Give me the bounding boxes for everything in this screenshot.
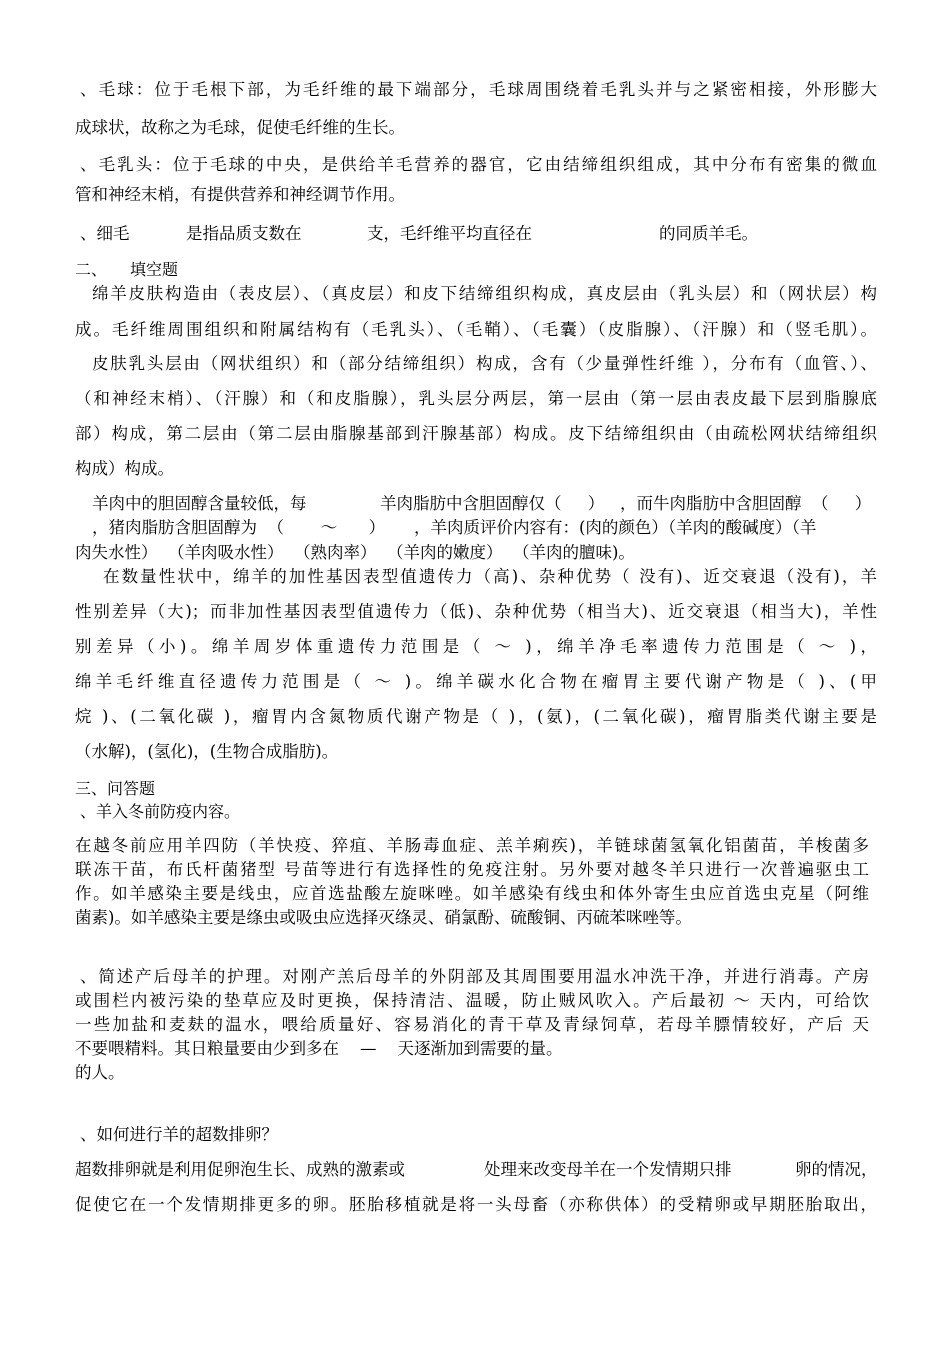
text-fragment: 处理来改变母羊在一个发情期只排: [484, 1160, 732, 1179]
text-fragment: 是指品质支数在: [186, 224, 302, 243]
text-line: 作。如羊感染主要是线虫，应首选盐酸左旋咪唑。如羊感染有线虫和体外寄生虫应首选虫克星（阿维: [75, 884, 869, 903]
question-title: 、羊入冬前防疫内容。: [80, 802, 241, 821]
text-line: 在数量性状中，绵羊的加性基因表型值遗传力（高)、杂种优势（ 没有)、近交衰退（没有)，羊: [103, 567, 877, 586]
text-fragment: 卵的情况，: [795, 1160, 878, 1179]
section-number: 二、: [75, 260, 108, 279]
text-line: 促使它在一个发情期排更多的卵。胚胎移植就是将一头母畜（亦称供体）的受精卵或早期胚胎取出，: [75, 1195, 877, 1214]
text-line: 成球状，故称之为毛球，促使毛纤维的生长。: [75, 118, 405, 137]
text-fragment: 羊肉脂肪中含胆固醇仅（ ）: [380, 494, 605, 513]
text-line: 一些加盐和麦麸的温水，喂给质量好、容易消化的青干草及青绿饲草，若母羊膘情较好，产后 天: [75, 1015, 869, 1034]
text-line: 或围栏内被污染的垫草应及时更换，保持清洁、温暖，防止贼风吹入。产后最初 ～ 天内，可给饮: [75, 991, 869, 1010]
text-line: 绵羊毛纤维直径遗传力范围是（ ～ )。绵羊碳水化合物在瘤胃主要代谢产物是（ )、(甲: [75, 672, 877, 691]
text-fragment: 超数排卵就是利用促卵泡生长、成熟的激素或: [75, 1160, 405, 1179]
text-line: 的人。: [75, 1063, 125, 1082]
text-line: （和神经末梢）、（汗腺）和（和皮脂腺），乳头层分两层，第一层由（第一层由表皮最下层到脂腺底: [75, 389, 877, 408]
text-fragment: ，猪肉脂肪含胆固醇为 （ ～ ）: [92, 518, 386, 537]
section-heading: 三、问答题: [75, 779, 156, 798]
text-line: 菌素)。如羊感染主要是绦虫或吸虫应选择灭绦灵、硝氯酚、硫酸铜、丙硫苯咪唑等。: [75, 908, 692, 927]
text-line: 管和神经末梢，有提供营养和神经调节作用。: [75, 185, 405, 204]
text-line: 构成）构成。: [75, 459, 174, 478]
text-line: 性别差异（大)；而非加性基因表型值遗传力（低)、杂种优势（相当大)、近交衰退（相当大)，羊性: [75, 602, 877, 621]
text-line: 不要喂精料。其日粮量要由少到多在 — 天逐渐加到需要的量。: [75, 1039, 563, 1058]
text-line: 、毛乳头：位于毛球的中央，是供给羊毛营养的器官，它由结缔组织组成，其中分布有密集的微血: [80, 155, 877, 174]
text-line: （水解)，(氢化)，(生物合成脂肪)。: [75, 742, 339, 761]
text-line: 联冻干苗，布氏杆菌猪型 号苗等进行有选择性的免疫注射。另外要对越冬羊只进行一次普遍驱虫工: [75, 860, 869, 879]
text-fragment: 、细毛: [80, 224, 130, 243]
text-line: 成。毛纤维周围组织和附属结构有（毛乳头）、（毛鞘）、（毛囊）（皮脂腺）、（汗腺）和（竖毛肌）。: [75, 320, 877, 339]
text-fragment: ，羊肉质评价内容有：(肉的颜色）（羊肉的酸碱度）（羊: [414, 518, 817, 537]
text-line: 皮肤乳头层由（网状组织）和（部分结缔组织）构成，含有（少量弹性纤维 ），分布有（血管、）、: [92, 354, 877, 373]
text-line: 、毛球：位于毛根下部，为毛纤维的最下端部分，毛球周围绕着毛乳头并与之紧密相接，外形膨大: [80, 80, 877, 99]
section-heading: 填空题: [130, 260, 179, 279]
text-fragment: 支，毛纤维平均直径在: [367, 224, 532, 243]
text-line: 烷 )、(二氧化碳 )，瘤胃内含氮物质代谢产物是（ )，(氨)，(二氧化碳)，瘤胃脂类代谢主要是: [75, 707, 877, 726]
text-line: 绵羊皮肤构造由（表皮层）、（真皮层）和皮下结缔组织构成，真皮层由（乳头层）和（网状层）构: [92, 284, 877, 303]
text-fragment: 羊肉中的胆固醇含量较低，每: [92, 494, 307, 513]
text-fragment: ，而牛肉脂肪中含胆固醇 （ ）: [620, 494, 872, 513]
text-fragment: 的同质羊毛。: [659, 224, 758, 243]
text-line: 在越冬前应用羊四防（羊快疫、猝疽、羊肠毒血症、羔羊痢疾)，羊链球菌氢氧化铝菌苗，羊梭菌多: [75, 836, 869, 855]
text-line: 肉失水性） （羊肉吸水性） （熟肉率） （羊肉的嫩度） （羊肉的膻味)。: [75, 543, 635, 562]
text-line: 别差异（小)。绵羊周岁体重遗传力范围是（ ～ )，绵羊净毛率遗传力范围是（ ～ )，: [75, 637, 877, 656]
question-title: 、如何进行羊的超数排卵？: [80, 1125, 278, 1144]
text-line: 部）构成，第二层由（第二层由脂腺基部到汗腺基部）构成。皮下结缔组织由（由疏松网状结缔组织: [75, 424, 877, 443]
text-line: 、简述产后母羊的护理。对刚产羔后母羊的外阴部及其周围要用温水冲洗干净，并进行消毒。产房: [80, 967, 869, 986]
